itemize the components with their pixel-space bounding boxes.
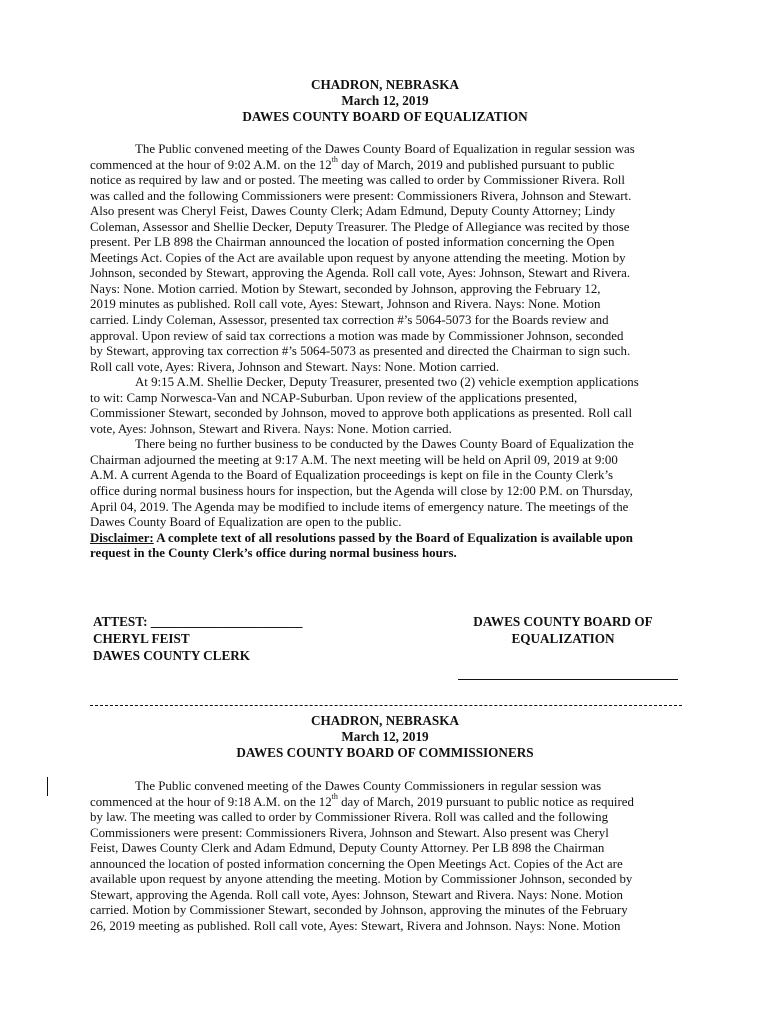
clerk-title: DAWES COUNTY CLERK (93, 648, 251, 663)
text-run: by Stewart, approving tax correction #’s 5064-5073 as presented and directed the Chairman to sign such. (90, 344, 631, 359)
text-line (90, 841, 685, 857)
text-line (90, 282, 685, 298)
text-line (90, 857, 685, 873)
text-line (90, 888, 685, 904)
text-line (90, 810, 685, 826)
text-run: by law. The meeting was called to order by Commissioner Rivera. Roll was called and the following (90, 810, 609, 825)
text-run: day of March, 2019 and published pursuant to public (337, 157, 615, 172)
text-line (90, 391, 685, 407)
text-run: Feist, Dawes County Clerk and Adam Edmund, Deputy County Attorney. Per LB 898 the Chairman (90, 841, 605, 856)
text-cursor-icon (47, 777, 48, 796)
text-line (90, 220, 685, 236)
text-run: 26, 2019 meeting as published. Roll call vote, Ayes: Stewart, Rivera and Johnson. Nays: None. Motion (90, 918, 621, 933)
text-line (90, 344, 685, 360)
bold-text-run: request in the County Clerk’s office during normal business hours. (90, 546, 457, 561)
board-signature-line (458, 679, 678, 680)
text-line (90, 531, 685, 547)
header-date: March 12, 2019 (341, 729, 429, 744)
text-line (90, 313, 685, 329)
text-run: vote, Ayes: Johnson, Stewart and Rivera. Nays: None. Motion carried. (90, 421, 452, 436)
text-run: present. Per LB 898 the Chairman announced the location of posted information concerning the Open (90, 235, 615, 250)
text-run: Coleman, Assessor and Shellie Decker, Deputy Treasurer. The Pledge of Allegiance was recited by those (90, 219, 630, 234)
text-run: Chairman adjourned the meeting at 9:17 A.M. The next meeting will be held on April 09, 2019 at 9:00 (90, 452, 618, 467)
text-run: commenced at the hour of 9:18 A.M. on the 12 (90, 794, 332, 809)
text-run: to wit: Camp Norwesca-Van and NCAP-Suburban. Upon review of the applications presented, (90, 390, 578, 405)
text-run: day of March, 2019 pursuant to public notice as required (337, 794, 634, 809)
text-line (90, 173, 685, 189)
text-run: At 9:15 A.M. Shellie Decker, Deputy Treasurer, presented two (2) vehicle exemption applications (135, 375, 639, 390)
text-run: carried. Motion by Commissioner Stewart, seconded by Johnson, approving the minutes of the February (90, 903, 628, 918)
text-line (90, 453, 685, 469)
text-line (90, 872, 685, 888)
text-line (90, 251, 685, 267)
section-separator (90, 705, 682, 706)
board-signature-block (452, 613, 674, 647)
text-line (90, 235, 685, 251)
ordinal-suffix: th (331, 155, 338, 165)
disclaimer-label: Disclaimer: (90, 530, 154, 545)
text-run: Commissioner Stewart, seconded by Johnson, moved to approve both applications as presented. Roll call (90, 406, 633, 421)
text-run: commenced at the hour of 9:02 A.M. on the 12 (90, 157, 332, 172)
meeting1-minutes-body (90, 142, 685, 562)
text-run: Nays: None. Motion carried. Motion by Stewart, seconded by Johnson, approving the February 12, (90, 281, 601, 296)
text-run: The Public convened meeting of the Dawes County Board of Equalization in regular session was (135, 142, 635, 156)
text-run: Meetings Act. Copies of the Act are available upon request by anyone attending the meeting. Motion by (90, 250, 626, 265)
text-line (90, 437, 685, 453)
text-run: April 04, 2019. The Agenda may be modified to include items of emergency nature. The meetings of the (90, 499, 629, 514)
text-line (90, 155, 685, 174)
text-run: was called and the following Commissioners were present: Commissioners Rivera, Johnson and Stewart. (90, 188, 632, 203)
clerk-name: CHERYL FEIST (93, 631, 190, 646)
ordinal-suffix: th (331, 792, 338, 802)
attest-block (93, 613, 302, 664)
text-line (90, 360, 685, 376)
meeting2-header (0, 713, 770, 761)
text-line (90, 484, 685, 500)
text-line (90, 779, 685, 795)
board-name-line1: DAWES COUNTY BOARD OF (473, 614, 653, 629)
header-board: DAWES COUNTY BOARD OF COMMISSIONERS (236, 745, 534, 760)
text-line (90, 903, 685, 919)
text-run: Roll call vote, Ayes: Rivera, Johnson and Stewart. Nays: None. Motion carried. (90, 359, 500, 374)
text-run: There being no further business to be conducted by the Dawes County Board of Equalization the (135, 437, 634, 452)
text-line (90, 422, 685, 438)
bold-text-run: A complete text of all resolutions passed by the Board of Equalization is available upon (153, 530, 633, 545)
text-line (90, 826, 685, 842)
text-line (90, 546, 685, 562)
text-line (90, 375, 685, 391)
text-run: notice as required by law and or posted. The meeting was called to order by Commissioner Rivera. Roll (90, 173, 625, 188)
text-line (90, 297, 685, 313)
header-board: DAWES COUNTY BOARD OF EQUALIZATION (242, 109, 528, 124)
text-run: The Public convened meeting of the Dawes County Commissioners in regular session was (135, 779, 602, 793)
text-run: approval. Upon review of said tax corrections a motion was made by Commissioner Johnson, seconded (90, 328, 624, 343)
attest-line: ATTEST: _______________________ (93, 614, 303, 629)
board-name-line2: EQUALIZATION (511, 631, 615, 646)
text-line (90, 500, 685, 516)
text-run: 2019 minutes as published. Roll call vote, Ayes: Stewart, Johnson and Rivera. Nays: None. Motion (90, 297, 601, 312)
text-line (90, 189, 685, 205)
text-run: A.M. A current Agenda to the Board of Equalization proceedings is kept on file in the County Clerk’s (90, 468, 614, 483)
meeting2-minutes-body (90, 779, 685, 934)
text-line (90, 406, 685, 422)
text-line (90, 142, 685, 158)
text-line (90, 266, 685, 282)
text-run: announced the location of posted information concerning the Open Meetings Act. Copies of the Act are (90, 856, 623, 871)
text-line (90, 329, 685, 345)
text-line (90, 792, 685, 811)
text-run: office during normal business hours for inspection, but the Agenda will close by 12:00 P.M. on Thursday, (90, 484, 633, 499)
meeting1-header (0, 77, 770, 125)
text-line (90, 919, 685, 935)
header-date: March 12, 2019 (341, 93, 429, 108)
text-run: Stewart, approving the Agenda. Roll call vote, Ayes: Johnson, Stewart and Rivera. Nays: None. Motion (90, 887, 623, 902)
text-line (90, 515, 685, 531)
text-line (90, 468, 685, 484)
header-city: CHADRON, NEBRASKA (310, 77, 459, 92)
text-run: Commissioners were present: Commissioners Rivera, Johnson and Stewart. Also present was Cheryl (90, 825, 609, 840)
text-run: Also present was Cheryl Feist, Dawes County Clerk; Adam Edmund, Deputy County Attorney; Lindy (90, 204, 616, 219)
text-run: available upon request by anyone attending the meeting. Motion by Commissioner Johnson, seconded by (90, 872, 633, 887)
header-city: CHADRON, NEBRASKA (310, 713, 459, 728)
text-run: Johnson, seconded by Stewart, approving the Agenda. Roll call vote, Ayes: Johnson, Stewart and Rivera. (90, 266, 631, 281)
text-run: Dawes County Board of Equalization are open to the public. (90, 515, 402, 530)
text-run: carried. Lindy Coleman, Assessor, presented tax correction #’s 5064-5073 for the Boards review and (90, 313, 609, 328)
text-line (90, 204, 685, 220)
